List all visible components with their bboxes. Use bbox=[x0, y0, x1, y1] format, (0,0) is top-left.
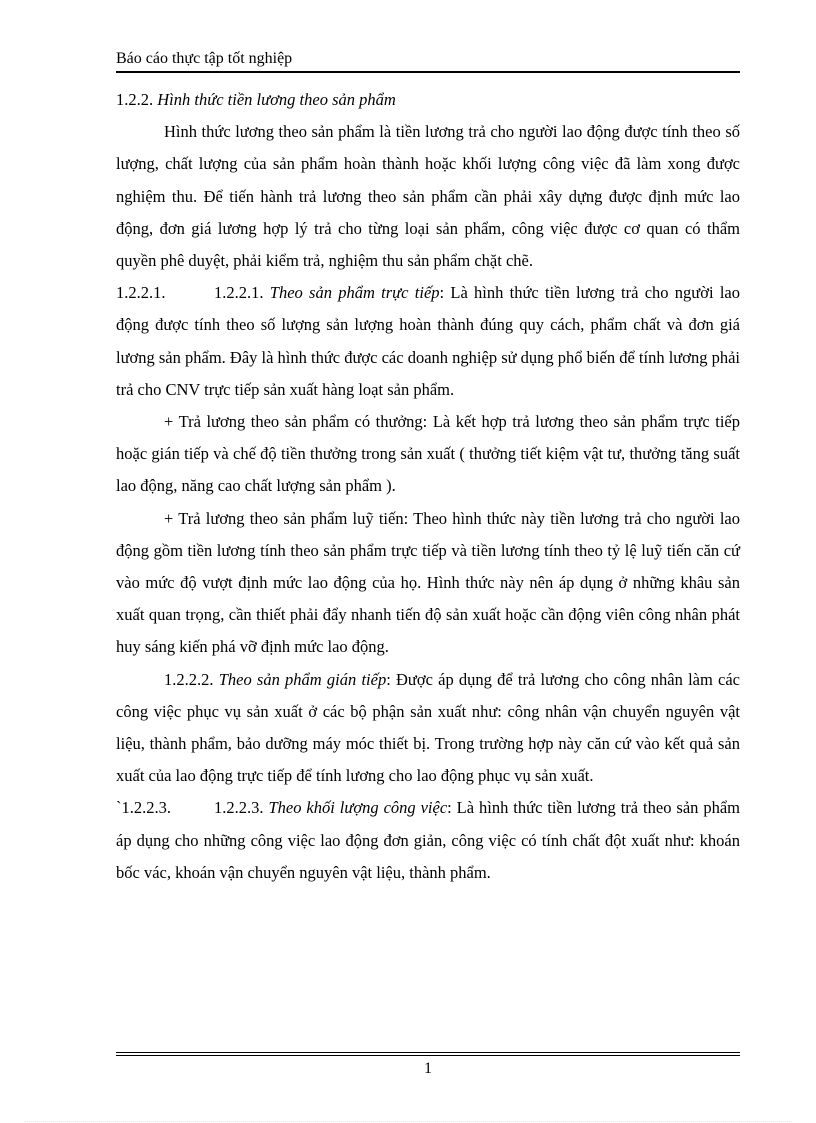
subsection-3-marker: `1.2.2.3. bbox=[116, 798, 171, 818]
subsection-3-title: Theo khối lượng công việc bbox=[268, 798, 448, 818]
progressive-paragraph: + Trả lương theo sản phẩm luỹ tiến: Theo hình thức này tiền lương trả cho người lao động gồm tiền lương tính theo sản phẩm trực tiếp và tiền lương tính theo tỷ lệ luỹ tiến căn cứ vào mức độ vượt định mức lao động của họ. Hình thức này nên áp dụng ở những khâu sản xuất quan trọng, cần thiết phải đẩy nhanh tiến độ sản xuất hoặc cần động viên công nhân phát huy sáng kiến phá vỡ định mức lao động. bbox=[116, 508, 740, 657]
subsection-1-number: 1.2.2.1. bbox=[214, 283, 270, 303]
document-body bbox=[116, 84, 740, 889]
subsection-1-marker: 1.2.2.1. bbox=[116, 283, 166, 303]
header-divider bbox=[116, 71, 740, 73]
subsection-1-paragraph bbox=[116, 277, 740, 406]
section-heading bbox=[116, 84, 740, 116]
subsection-2-number: 1.2.2.2. bbox=[164, 669, 219, 689]
page-number: 1 bbox=[424, 1060, 432, 1077]
intro-paragraph: Hình thức lương theo sản phẩm là tiền lương trả cho người lao động được tính theo số lượng, chất lượng của sản phẩm hoàn thành hoặc khối lượng công việc đã làm xong được nghiệm thu. Để tiến hành trả lương theo sản phẩm cần phải xây dựng được định mức lao động, đơn giá lương hợp lý trả cho từng loại sản phẩm, công việc được cơ quan có thẩm quyền phê duyệt, phải kiểm trả, nghiệm thu sản phẩm chặt chẽ. bbox=[116, 122, 740, 271]
subsection-1-title: Theo sản phẩm trực tiếp bbox=[269, 283, 440, 303]
subsection-2-paragraph bbox=[116, 664, 740, 793]
subsection-2-title: Theo sản phẩm gián tiếp bbox=[218, 669, 387, 689]
footer-divider-secondary bbox=[116, 1055, 740, 1056]
subsection-3-text: : Là hình thức tiền lương trả theo sản phẩm áp dụng cho những công việc lao động đơn giản, công việc có tính chất đột xuất như: khoán bốc vác, khoán vận chuyển nguyên vật liệu, thành phẩm. bbox=[116, 798, 741, 882]
page-header: Báo cáo thực tập tốt nghiệp bbox=[116, 50, 293, 67]
footer-divider bbox=[116, 1052, 740, 1053]
subsection-3-paragraph bbox=[116, 792, 740, 889]
bonus-paragraph: + Trả lương theo sản phẩm có thưởng: Là kết hợp trả lương theo sản phẩm trực tiếp hoặc gián tiếp và chế độ tiền thưởng trong sản xuất ( thưởng tiết kiệm vật tư, thưởng tăng suất lao động, năng cao chất lượng sản phẩm ). bbox=[116, 412, 740, 496]
section-title: Hình thức tiền lương theo sản phẩm bbox=[157, 90, 396, 109]
section-number: 1.2.2. bbox=[116, 90, 158, 109]
page-bottom-border bbox=[24, 1121, 792, 1122]
subsection-2-text: : Được áp dụng để trả lương cho công nhân làm các công việc phục vụ sản xuất ở các bộ phận sản xuất như: công nhân vận chuyển nguyên vật liệu, thành phẩm, bảo dưỡng máy móc thiết bị. Trong trường hợp này căn cứ vào kết quả sản xuất của lao động trực tiếp để tính lương cho lao động phục vụ sản xuất. bbox=[116, 669, 740, 786]
subsection-3-number: 1.2.2.3. bbox=[214, 798, 269, 818]
subsection-1-text: : Là hình thức tiền lương trả cho người lao động được tính theo số lượng sản lượng hoàn thành đúng quy cách, phẩm chất và đơn giá lương sản phẩm. Đây là hình thức được các doanh nghiệp sử dụng phổ biến để tính lương phải trả cho CNV trực tiếp sản xuất hàng loạt sản phẩm. bbox=[116, 283, 740, 399]
